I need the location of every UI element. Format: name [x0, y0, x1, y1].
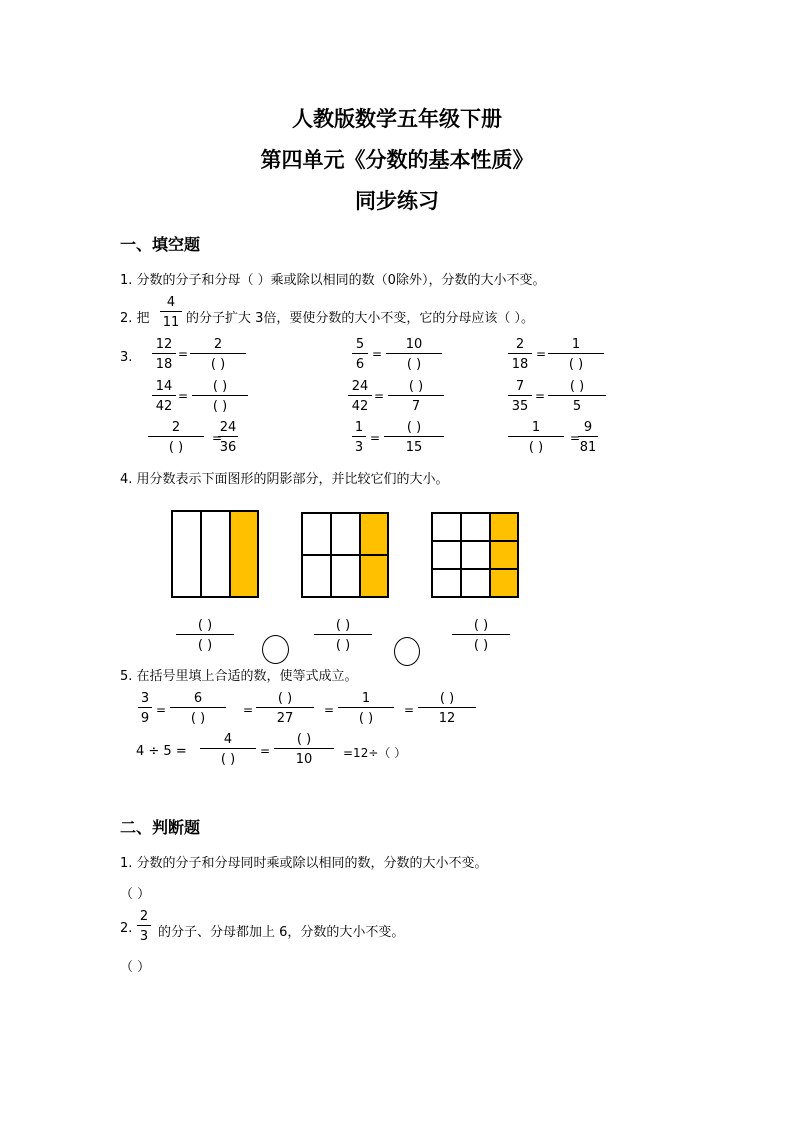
shaded-rectangle-figure-1 — [171, 510, 259, 598]
question-3-label: 3. — [120, 350, 133, 365]
q3-item7-right — [218, 419, 238, 456]
fraction-bar — [138, 707, 152, 708]
fraction-bar — [152, 353, 176, 354]
numerator-blank[interactable]: ( ) — [197, 618, 213, 633]
question-5: 5. 在括号里填上合适的数，使等式成立。 — [120, 669, 358, 684]
q3-item2-right[interactable] — [386, 336, 442, 373]
equals-sign: = — [536, 347, 547, 361]
denominator: 12 — [438, 711, 456, 726]
numerator: 1 — [531, 420, 541, 435]
fraction-bar — [508, 436, 564, 437]
equals-sign: = — [370, 431, 381, 445]
fraction-bar — [386, 353, 442, 354]
numerator-blank[interactable]: ( ) — [277, 691, 293, 706]
judge-question-2-prefix: 2. — [120, 921, 133, 936]
numerator: 2 — [515, 337, 525, 352]
denominator: 42 — [155, 399, 173, 414]
fraction-bar — [352, 436, 366, 437]
q4-answer-fraction-3[interactable] — [452, 617, 510, 654]
figure-cell-shaded — [490, 513, 518, 541]
q5-fraction-2[interactable] — [170, 690, 226, 727]
q3-item9-right — [578, 419, 598, 456]
judge-answer-blank-1[interactable]: （ ） — [120, 887, 151, 902]
fraction-bar — [548, 353, 604, 354]
equals-sign: = — [374, 389, 385, 403]
equals-sign: = — [156, 703, 167, 717]
denominator-blank[interactable]: ( ) — [568, 357, 584, 372]
fraction-bar — [200, 748, 256, 749]
fraction-bar — [192, 395, 248, 396]
figure-cell — [201, 511, 230, 597]
shaded-rectangle-figure-3 — [431, 512, 519, 598]
judge-question-2-fraction — [137, 908, 151, 945]
denominator: 27 — [276, 711, 294, 726]
q5-fraction-4[interactable] — [338, 690, 394, 727]
equals-sign: = — [212, 431, 223, 445]
numerator: 1 — [571, 337, 581, 352]
numerator-blank[interactable]: ( ) — [569, 379, 585, 394]
fraction-bar — [274, 748, 334, 749]
equals-sign: = — [570, 431, 581, 445]
fraction-bar — [348, 395, 372, 396]
q5-row2-end[interactable]: =12÷（ ） — [343, 746, 407, 760]
question-4: 4. 用分数表示下面图形的阴影部分，并比较它们的大小。 — [120, 472, 449, 487]
figure-cell-shaded — [230, 511, 258, 597]
fraction-bar — [388, 395, 444, 396]
judge-question-2-suffix: 的分子、分母都加上 6，分数的大小不变。 — [158, 925, 405, 940]
equals-sign: = — [372, 347, 383, 361]
denominator-blank[interactable]: ( ) — [220, 752, 236, 767]
question-2-suffix: 的分子扩大 3倍，要使分数的大小不变，它的分母应该（ ）。 — [186, 311, 535, 326]
fraction-bar — [384, 436, 444, 437]
figure-cell — [461, 513, 490, 541]
fraction-bar — [452, 634, 510, 635]
numerator: 14 — [155, 379, 173, 394]
shaded-rectangle-figure-2 — [301, 512, 389, 598]
numerator-blank[interactable]: ( ) — [406, 420, 422, 435]
page-subtitle: 第四单元《分数的基本性质》 — [260, 147, 534, 172]
judge-question-1: 1. 分数的分子和分母同时乘或除以相同的数，分数的大小不变。 — [120, 856, 488, 871]
numerator: 24 — [219, 420, 237, 435]
q5-fraction-5[interactable] — [418, 690, 476, 727]
figure-cell-shaded — [490, 541, 518, 569]
equals-sign: = — [178, 389, 189, 403]
denominator-blank[interactable]: ( ) — [210, 357, 226, 372]
denominator-blank[interactable]: ( ) — [197, 638, 213, 653]
fraction-bar — [256, 707, 314, 708]
numerator: 2 — [139, 909, 149, 924]
denominator: 5 — [572, 399, 582, 414]
numerator-blank[interactable]: ( ) — [212, 379, 228, 394]
q3-item1-right[interactable] — [190, 336, 246, 373]
denominator: 7 — [411, 399, 421, 414]
section-heading-fill-in: 一、填空题 — [120, 235, 201, 254]
fraction-bar — [352, 353, 368, 354]
numerator: 3 — [140, 691, 150, 706]
fraction-bar — [418, 707, 476, 708]
numerator: 10 — [405, 337, 423, 352]
figure-cell-shaded — [360, 513, 388, 555]
fraction-bar — [338, 707, 394, 708]
fraction-bar — [508, 395, 532, 396]
numerator-blank[interactable]: ( ) — [296, 732, 312, 747]
figure-cell — [331, 513, 360, 555]
denominator: 6 — [355, 357, 365, 372]
numerator-blank[interactable]: ( ) — [473, 618, 489, 633]
denominator: 3 — [139, 929, 149, 944]
fraction-bar — [160, 311, 182, 312]
numerator: 5 — [355, 337, 365, 352]
equals-sign: = — [243, 703, 254, 717]
denominator: 35 — [511, 399, 529, 414]
page-subtitle-practice: 同步练习 — [355, 188, 439, 213]
fraction-bar — [137, 925, 151, 926]
section-heading-true-false: 二、判断题 — [120, 818, 201, 837]
figure-cell — [461, 569, 490, 597]
figure-cell — [172, 511, 201, 597]
numerator: 1 — [361, 691, 371, 706]
figure-cell — [331, 555, 360, 597]
fraction-bar — [508, 353, 532, 354]
figure-cell — [302, 513, 331, 555]
fraction-numerator: 4 — [166, 295, 176, 310]
numerator: 12 — [155, 337, 173, 352]
denominator-blank[interactable]: ( ) — [335, 638, 351, 653]
fraction-bar — [578, 436, 598, 437]
comparison-circle-2[interactable] — [394, 637, 420, 666]
denominator-blank[interactable]: ( ) — [406, 357, 422, 372]
denominator: 18 — [511, 357, 529, 372]
q3-item8-left — [352, 419, 366, 456]
numerator: 24 — [351, 379, 369, 394]
numerator: 2 — [213, 337, 223, 352]
q3-item4-right[interactable] — [192, 378, 248, 415]
denominator-blank[interactable]: ( ) — [190, 711, 206, 726]
numerator-blank[interactable]: ( ) — [408, 379, 424, 394]
denominator: 42 — [351, 399, 369, 414]
comparison-circle-1[interactable] — [262, 635, 289, 664]
q4-answer-fraction-1[interactable] — [176, 617, 234, 654]
numerator: 6 — [193, 691, 203, 706]
question-1: 1. 分数的分子和分母（ ）乘或除以相同的数（0除外），分数的大小不变。 — [120, 273, 546, 288]
equals-sign: = — [324, 703, 335, 717]
fraction-bar — [190, 353, 246, 354]
q4-answer-fraction-2[interactable] — [314, 617, 372, 654]
numerator: 7 — [515, 379, 525, 394]
fraction-bar — [314, 634, 372, 635]
q5-row2-division: 4 ÷ 5 = — [136, 744, 187, 759]
numerator-blank[interactable]: ( ) — [335, 618, 351, 633]
q5-row2-fraction-2[interactable] — [274, 731, 334, 768]
q5-fraction-1 — [138, 690, 152, 727]
equals-sign: = — [404, 703, 415, 717]
q3-item4-left — [152, 378, 176, 415]
equals-sign: = — [535, 389, 546, 403]
fraction-bar — [176, 634, 234, 635]
q3-item2-left — [352, 336, 368, 373]
q3-item3-right[interactable] — [548, 336, 604, 373]
q3-item1-left — [152, 336, 176, 373]
q3-item8-right[interactable] — [384, 419, 444, 456]
denominator: 9 — [140, 711, 150, 726]
figure-cell — [432, 569, 461, 597]
q3-item5-left — [348, 378, 372, 415]
denominator: 18 — [155, 357, 173, 372]
q3-item6-right[interactable] — [548, 378, 606, 415]
q3-item5-right[interactable] — [388, 378, 444, 415]
question-2-fraction — [160, 294, 182, 331]
equals-sign: = — [178, 347, 189, 361]
fraction-bar — [148, 436, 204, 437]
numerator: 1 — [354, 420, 364, 435]
figure-cell-shaded — [490, 569, 518, 597]
fraction-bar — [170, 707, 226, 708]
figure-cell — [302, 555, 331, 597]
page-title: 人教版数学五年级下册 — [292, 106, 502, 131]
fraction-bar — [548, 395, 606, 396]
q3-item9-left[interactable] — [508, 419, 564, 456]
denominator-blank[interactable]: ( ) — [168, 440, 184, 455]
equals-sign: = — [260, 744, 271, 758]
numerator: 2 — [171, 420, 181, 435]
denominator: 36 — [219, 440, 237, 455]
denominator-blank[interactable]: ( ) — [528, 440, 544, 455]
fraction-bar — [152, 395, 176, 396]
numerator: 4 — [223, 732, 233, 747]
numerator-blank[interactable]: ( ) — [439, 691, 455, 706]
denominator: 81 — [579, 440, 597, 455]
question-2-prefix: 2. 把 — [120, 311, 150, 326]
denominator: 15 — [405, 440, 423, 455]
figure-cell-shaded — [360, 555, 388, 597]
q3-item7-left[interactable] — [148, 419, 204, 456]
fraction-bar — [218, 436, 238, 437]
fraction-denominator: 11 — [162, 315, 180, 330]
judge-answer-blank-2[interactable]: （ ） — [120, 960, 151, 975]
denominator: 3 — [354, 440, 364, 455]
q3-item3-left — [508, 336, 532, 373]
denominator-blank[interactable]: ( ) — [358, 711, 374, 726]
q5-row2-fraction-1[interactable] — [200, 731, 256, 768]
figure-cell — [432, 541, 461, 569]
denominator: 10 — [295, 752, 313, 767]
figure-cell — [432, 513, 461, 541]
numerator: 9 — [583, 420, 593, 435]
figure-cell — [461, 541, 490, 569]
q3-item6-left — [508, 378, 532, 415]
denominator-blank[interactable]: ( ) — [473, 638, 489, 653]
q5-fraction-3[interactable] — [256, 690, 314, 727]
denominator-blank[interactable]: ( ) — [212, 399, 228, 414]
